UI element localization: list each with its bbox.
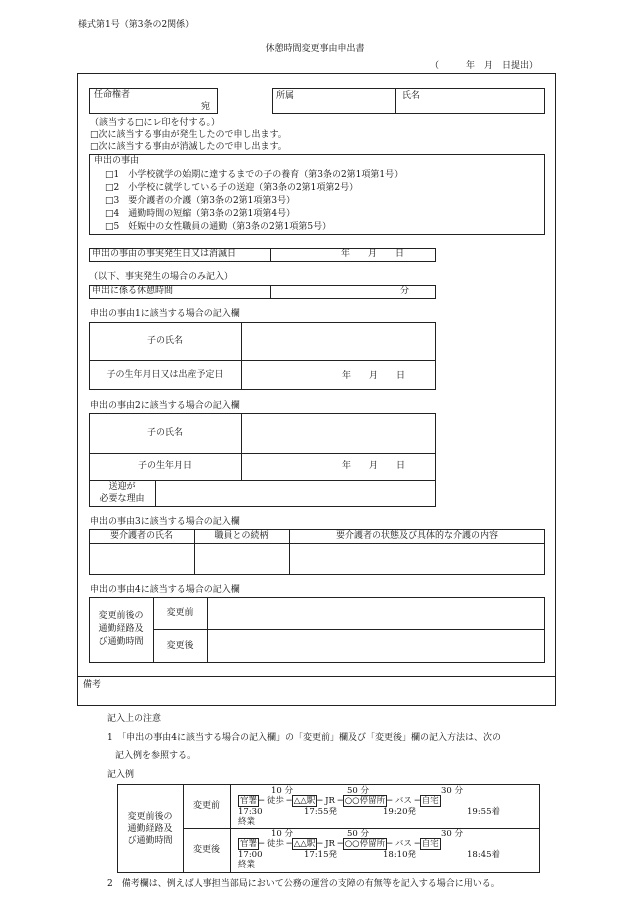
ex-before-rail-min: 50 分 — [347, 786, 370, 796]
ex-after-walk-min: 10 分 — [271, 829, 294, 839]
ex-before-arr-home: 19:55着 — [467, 807, 500, 817]
check-occur[interactable]: □次に該当する事由が発生したので申し出ます。 — [90, 130, 287, 140]
route-label — [89, 610, 153, 649]
appointer-label: 任命権者 — [94, 90, 131, 100]
ex-after-rail-min: 50 分 — [347, 829, 370, 839]
form-id: 様式第1号（第3条の2関係） — [78, 20, 195, 30]
sec4-col-divider-2 — [207, 597, 208, 663]
reason-item-2[interactable]: □2 小学校に就学している子の送迎（第3条の2第1項第2号） — [105, 183, 359, 193]
occur-date-value[interactable]: 年 月 日 — [341, 249, 405, 259]
sec4-after-label: 変更後 — [166, 640, 194, 651]
example-title: 記入例 — [107, 770, 135, 780]
route-label-line-3: び通勤時間 — [98, 637, 144, 647]
pickup-reason-label — [89, 481, 155, 505]
ex-after-arr-home: 18:45着 — [467, 850, 500, 860]
ex-before-rail: JR — [325, 796, 335, 806]
ex-after-bus-min: 30 分 — [441, 829, 464, 839]
route-label-line-1: 変更前後の — [98, 611, 144, 621]
ex-before-bus: バス — [394, 796, 412, 806]
sec1-title: 申出の事由1に該当する場合の記入欄 — [90, 309, 240, 319]
ex-before-home: 自宅 — [421, 796, 439, 806]
ex-before-dep: 17:55発 — [304, 807, 337, 817]
ex-before-arr-stop: 19:20発 — [383, 807, 416, 817]
ex-before-start: 17:30 — [238, 807, 263, 817]
occur-only-note: （以下、事実発生の場合のみ記入） — [89, 272, 234, 282]
ex-after-route: 官署 ─ 徒歩 ─ △△駅 ─ JR ─ ○○停留所 ─ バス ─ 自宅 — [240, 839, 439, 849]
ex-after-home: 自宅 — [421, 839, 439, 849]
note1-line2: 記入例を参照する。 — [115, 751, 197, 761]
sec2-child-name: 子の氏名 — [146, 427, 183, 438]
break-time-unit[interactable]: 分 — [400, 286, 410, 296]
ex-before-route: 官署 ─ 徒歩 ─ △△駅 ─ JR ─ ○○停留所 ─ バス ─ 自宅 — [240, 796, 439, 806]
notes-title: 記入上の注意 — [107, 714, 162, 724]
ex-after-bus: バス — [394, 839, 412, 849]
example-before-label: 変更前 — [192, 800, 220, 811]
sec2-dob-value[interactable]: 年 月 日 — [342, 461, 406, 471]
ex-before-station: △△駅 — [293, 796, 316, 806]
ex-after-dep: 17:15発 — [304, 850, 337, 860]
care-details-header: 要介護者の状態及び具体的な介護の内容 — [335, 530, 498, 541]
ex-before-walk: 徒歩 — [266, 796, 284, 806]
sec2-col-divider-top — [241, 413, 242, 480]
care-relation-header: 職員との続柄 — [214, 530, 269, 541]
reason-item-5[interactable]: □5 妊娠中の女性職員の通勤（第3条の2第1項第5号） — [105, 222, 332, 232]
pickup-reason-line-1: 送迎が — [108, 482, 136, 492]
sec2-col-divider-bottom — [155, 480, 156, 507]
submission-date: （ 年 月 日提出） — [430, 61, 539, 71]
example-route-label-line-2: 通勤経路及 — [127, 824, 173, 834]
route-label-line-2: 通勤経路及 — [98, 624, 144, 634]
reason-item-1[interactable]: □1 小学校就学の始期に達するまでの子の養育（第3条の2第1項第1号） — [105, 170, 404, 180]
ex-after-stop: ○○停留所 — [344, 839, 386, 849]
reason-item-3[interactable]: □3 要介護者の介護（第3条の2第1項第3号） — [105, 196, 296, 206]
ex-after-walk: 徒歩 — [266, 839, 284, 849]
appointer-suffix: 宛 — [201, 102, 211, 112]
ex-after-office: 官署 — [240, 839, 258, 849]
example-route-label-line-1: 変更前後の — [127, 812, 173, 822]
sec4-row-divider — [153, 629, 545, 630]
page-title: 休憩時間変更事由申出書 — [265, 44, 365, 54]
ex-after-station: △△駅 — [293, 839, 316, 849]
sec3-title: 申出の事由3に該当する場合の記入欄 — [90, 517, 240, 527]
ex-after-rail: JR — [325, 839, 335, 849]
sec2-child-dob: 子の生年月日 — [137, 461, 192, 472]
ex-after-start: 17:00 — [238, 850, 263, 860]
sec4-title: 申出の事由4に該当する場合の記入欄 — [90, 585, 240, 595]
remarks-label: 備考 — [83, 680, 102, 690]
example-route-label — [117, 811, 183, 847]
note1-line1: 1 「申出の事由4に該当する場合の記入欄」の「変更前」欄及び「変更後」欄の記入方法は、次の — [107, 733, 501, 743]
sec4-before-label: 変更前 — [166, 607, 194, 618]
ex-before-end-work: 終業 — [238, 817, 256, 827]
note2: 2 備考欄は、例えば人事担当部局において公務の運営の支障の有無等を記入する場合に用いる。 — [107, 879, 500, 889]
check-note: （該当する□にレ印を付する。） — [90, 118, 221, 128]
dept-label: 所属 — [276, 91, 295, 101]
ex-before-bus-min: 30 分 — [441, 786, 464, 796]
ex-before-stop: ○○停留所 — [344, 796, 386, 806]
occur-date-label: 申出の事由の事実発生日又は消滅日 — [92, 249, 237, 259]
sec2-title: 申出の事由2に該当する場合の記入欄 — [90, 401, 240, 411]
ex-after-arr-stop: 18:10発 — [383, 850, 416, 860]
sec1-col-divider — [241, 322, 242, 390]
sec1-dob-value[interactable]: 年 月 日 — [342, 371, 406, 381]
sec1-child-dob: 子の生年月日又は出産予定日 — [106, 369, 224, 380]
ex-before-office: 官署 — [240, 796, 258, 806]
example-route-label-line-3: び通勤時間 — [127, 836, 173, 846]
example-after-label: 変更後 — [192, 845, 220, 856]
reason-item-4[interactable]: □4 通勤時間の短縮（第3条の2第1項第4号） — [105, 209, 296, 219]
sec1-child-name: 子の氏名 — [146, 335, 183, 346]
occur-date-divider — [270, 248, 271, 262]
reasons-header: 申出の事由 — [94, 156, 140, 166]
remarks-box[interactable] — [77, 676, 556, 706]
name-label: 氏名 — [402, 91, 421, 101]
break-time-label: 申出に係る休憩時間 — [92, 286, 174, 296]
pickup-reason-line-2: 必要な理由 — [99, 494, 145, 504]
sec3-header-divider — [89, 543, 545, 544]
care-name-header: 要介護者の氏名 — [109, 530, 173, 541]
break-time-divider — [270, 285, 271, 299]
ex-before-walk-min: 10 分 — [271, 786, 294, 796]
ex-after-end-work: 終業 — [238, 860, 256, 870]
check-cease[interactable]: □次に該当する事由が消滅したので申し出ます。 — [90, 142, 287, 152]
